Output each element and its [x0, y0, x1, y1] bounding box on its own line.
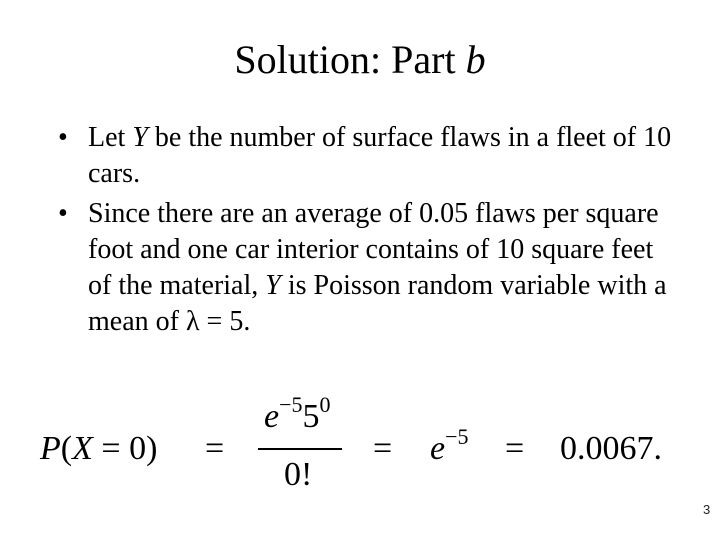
bullet-text-pre: Since there are an average of 0.05 flaws per square foot and one car interior contains of 10 square feet of the material, [88, 198, 659, 301]
equals-sign-1: = [205, 430, 225, 467]
prob-symbol: P [40, 430, 61, 467]
lhs-rest: = 0) [92, 430, 158, 467]
fraction-numerator [264, 392, 331, 436]
bullet-icon: • [58, 198, 68, 229]
bullet-variable: Y [265, 270, 281, 301]
title-text: Solution: Part [234, 37, 466, 82]
num-base: e [264, 398, 280, 435]
bullet-text-post: is Poisson random variable with a mean of λ = 5. [88, 270, 667, 337]
equation-lhs [40, 430, 157, 468]
num-exponent-2: 0 [319, 392, 331, 417]
rhs-exponential [430, 424, 469, 468]
lhs-open-paren: ( [60, 430, 73, 467]
poisson-equation [0, 392, 720, 498]
title-italic-part: b [465, 37, 486, 82]
equals-sign-3: = [505, 430, 525, 467]
result-value: 0.0067. [560, 430, 662, 467]
equals-sign-2: = [373, 430, 393, 467]
lhs-variable: X [72, 430, 93, 467]
bullet-text-pre: Let [88, 122, 133, 153]
fraction-denominator: 0! [284, 456, 313, 493]
rhs-base: e [430, 430, 446, 467]
bullet-icon: • [58, 122, 68, 153]
bullet-text-post: be the number of surface flaws in a fleet of 10 cars. [88, 122, 672, 189]
num-exponent: −5 [279, 392, 303, 417]
num-mid: 5 [302, 398, 320, 435]
bullet-item [58, 196, 678, 340]
rhs-exponent: −5 [445, 424, 469, 449]
bullet-list [58, 120, 678, 344]
fraction-bar [258, 448, 342, 450]
bullet-variable: Y [132, 122, 148, 153]
page-number: 3 [703, 502, 711, 517]
bullet-item [58, 120, 678, 192]
slide-title [0, 36, 720, 84]
